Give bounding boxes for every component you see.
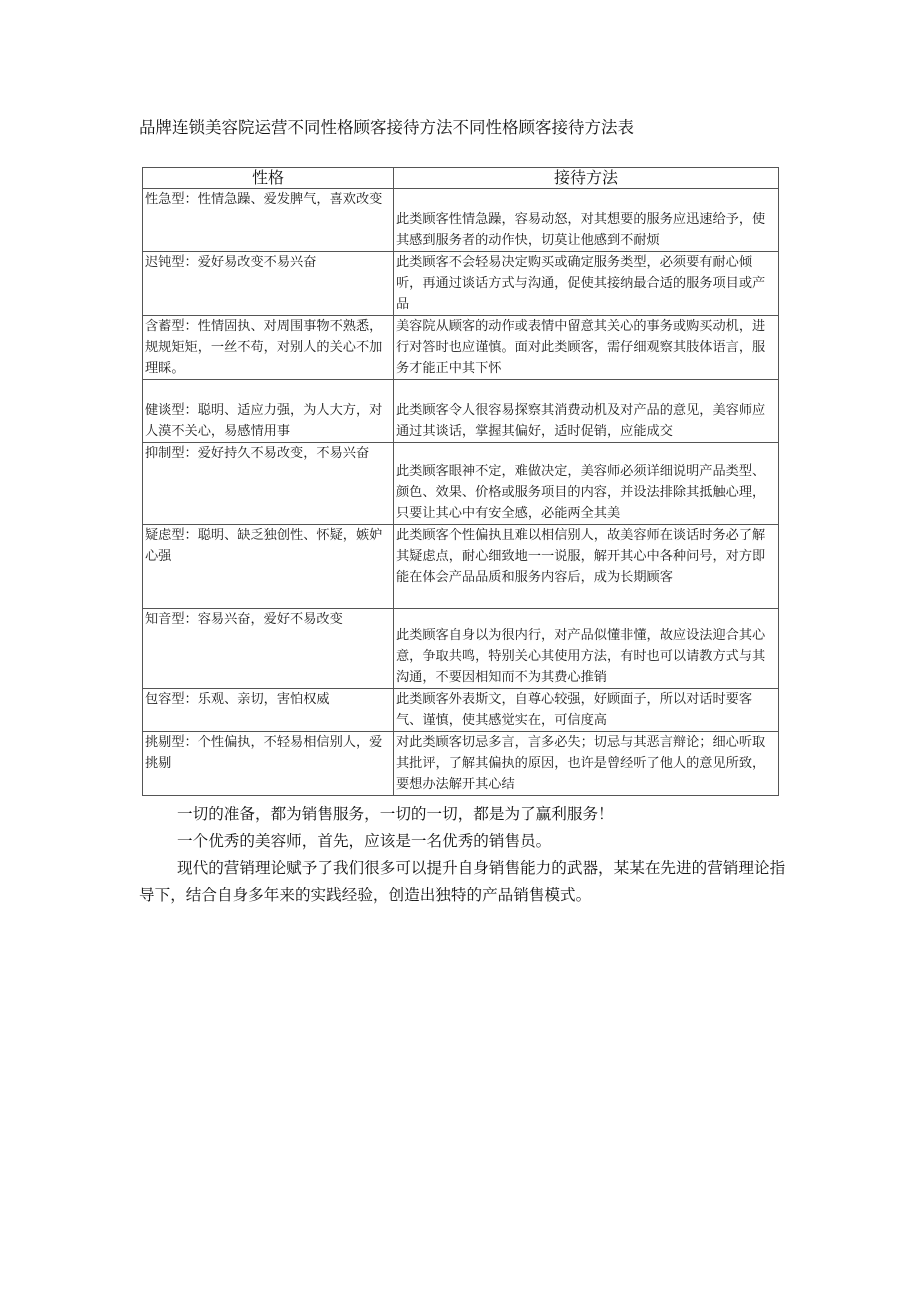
table-header-row — [143, 168, 779, 189]
method-cell: 美容院从顾客的动作或表情中留意其关心的事务或购买动机，进行对答时也应谨慎。面对此类顾客，需仔细观察其肢体语言，服务才能正中其下怀 — [394, 316, 779, 380]
body-paragraph: 现代的营销理论赋予了我们很多可以提升自身销售能力的武器，某某在先进的营销理论指导下，结合自身多年来的实践经验，创造出独特的产品销售模式。 — [139, 859, 786, 904]
table-row — [143, 380, 779, 443]
trait-cell: 知音型：容易兴奋，爱好不易改变 — [143, 609, 394, 689]
table-row — [143, 689, 779, 732]
column-header-method: 接待方法 — [394, 168, 779, 189]
customer-reception-table — [142, 167, 779, 796]
table-row — [143, 252, 779, 316]
method-cell: 此类顾客外表斯文，自尊心较强，好顾面子，所以对话时要客气、谨慎，使其感觉实在，可信度高 — [394, 689, 779, 732]
method-cell: 此类顾客眼神不定，难做决定，美容师必须详细说明产品类型、颜色、效果、价格或服务项目的内容，并设法排除其抵触心理，只要让其心中有安全感，必能两全其美 — [394, 443, 779, 525]
trait-cell: 健谈型：聪明、适应力强，为人大方，对人漠不关心，易感情用事 — [143, 380, 394, 443]
method-cell: 此类顾客个性偏执且难以相信别人，故美容师在谈话时务必了解其疑虑点，耐心细致地一一说服，解开其心中各种问号，对方即能在体会产品品质和服务内容后，成为长期顾客 — [394, 525, 779, 609]
table-row — [143, 609, 779, 689]
page-title: 品牌连锁美容院运营不同性格顾客接待方法不同性格顾客接待方法表 — [139, 118, 634, 137]
trait-cell: 抑制型：爱好持久不易改变，不易兴奋 — [143, 443, 394, 525]
trait-cell: 迟钝型：爱好易改变不易兴奋 — [143, 252, 394, 316]
method-cell: 此类顾客自身以为很内行，对产品似懂非懂，故应设法迎合其心意，争取共鸣，特别关心其使用方法，有时也可以请教方式与其沟通，不要因相知而不为其费心推销 — [394, 609, 779, 689]
body-paragraph: 一切的准备，都为销售服务，一切的一切，都是为了赢利服务！ — [177, 805, 614, 823]
method-cell: 对此类顾客切忌多言，言多必失；切忌与其恶言辩论；细心听取其批评，了解其偏执的原因，也许是曾经听了他人的意见所致，要想办法解开其心结 — [394, 732, 779, 796]
column-header-trait: 性格 — [143, 168, 394, 189]
trait-cell: 含蓄型：性情固执、对周围事物不熟悉，规规矩矩，一丝不苟，对别人的关心不加理睬。 — [143, 316, 394, 380]
body-paragraph: 一个优秀的美容师，首先，应该是一名优秀的销售员。 — [177, 832, 552, 850]
table-row — [143, 316, 779, 380]
table-row — [143, 732, 779, 796]
table-row — [143, 525, 779, 609]
trait-cell: 性急型：性情急躁、爱发脾气，喜欢改变 — [143, 189, 394, 252]
trait-cell: 包容型：乐观、亲切，害怕权威 — [143, 689, 394, 732]
method-cell: 此类顾客令人很容易探察其消费动机及对产品的意见，美容师应通过其谈话，掌握其偏好，适时促销，应能成交 — [394, 380, 779, 443]
table-row — [143, 443, 779, 525]
method-cell: 此类顾客性情急躁，容易动怒，对其想要的服务应迅速给予，使其感到服务者的动作快，切莫让他感到不耐烦 — [394, 189, 779, 252]
trait-cell: 挑剔型：个性偏执，不轻易相信别人，爱挑剔 — [143, 732, 394, 796]
table-row — [143, 189, 779, 252]
trait-cell: 疑虑型：聪明、缺乏独创性、怀疑，嫉妒心强 — [143, 525, 394, 609]
method-cell: 此类顾客不会轻易决定购买或确定服务类型，必须要有耐心倾听，再通过谈话方式与沟通，促使其接纳最合适的服务项目或产品 — [394, 252, 779, 316]
